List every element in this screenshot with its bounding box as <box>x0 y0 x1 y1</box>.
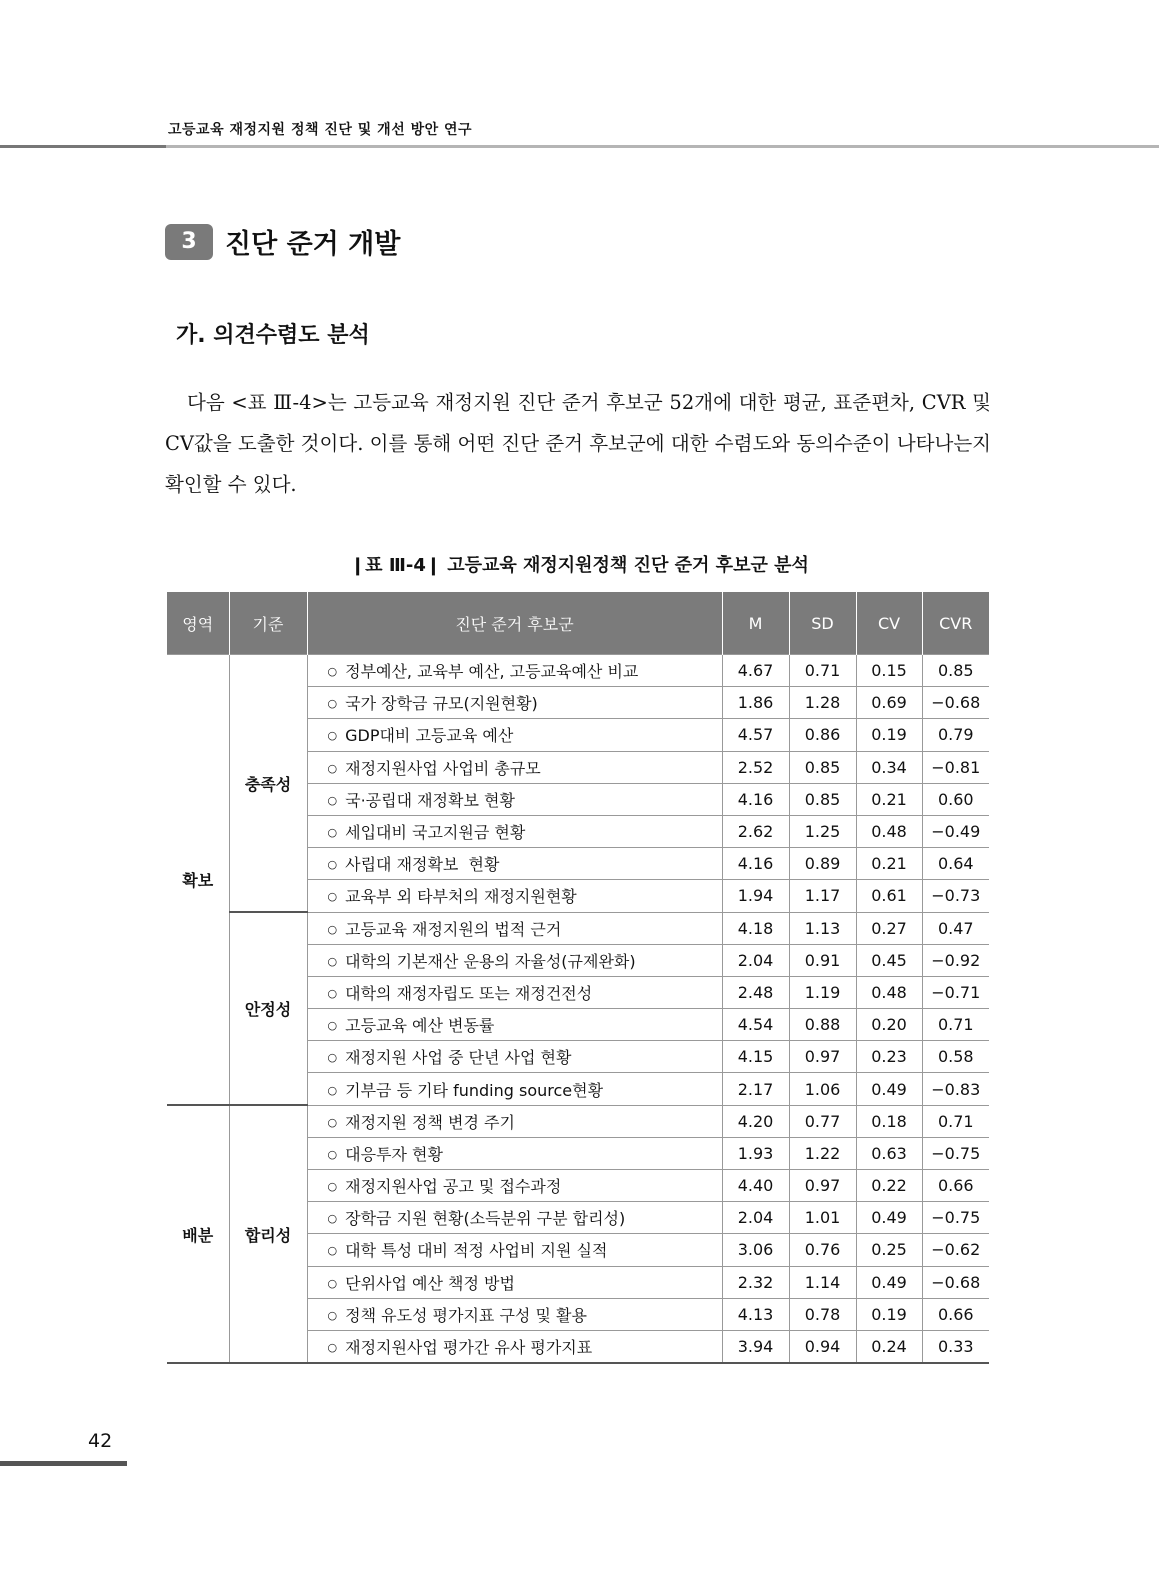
cvr-cell: 0.47 <box>922 912 989 944</box>
sd-cell: 0.88 <box>789 1009 856 1041</box>
candidate-text: 재정지원 사업 중 단년 사업 현황 <box>345 1048 572 1068</box>
cv-cell: 0.23 <box>856 1041 922 1073</box>
cvr-cell: 0.71 <box>922 1009 989 1041</box>
m-cell: 2.62 <box>722 815 789 847</box>
bullet-icon: ○ <box>327 954 338 968</box>
cv-cell: 0.61 <box>856 880 922 912</box>
m-cell: 2.32 <box>722 1266 789 1298</box>
sd-cell: 1.28 <box>789 687 856 719</box>
header-rule-accent <box>0 145 166 148</box>
sd-cell: 0.71 <box>789 655 856 687</box>
sd-cell: 1.19 <box>789 976 856 1008</box>
cv-cell: 0.18 <box>856 1105 922 1137</box>
cvr-cell: −0.71 <box>922 976 989 1008</box>
candidate-cell <box>307 1234 722 1266</box>
m-cell: 2.48 <box>722 976 789 1008</box>
criterion-cell: 합리성 <box>229 1105 307 1363</box>
bullet-icon: ○ <box>327 697 338 711</box>
m-cell: 4.13 <box>722 1298 789 1330</box>
candidate-cell <box>307 1330 722 1363</box>
analysis-table <box>167 592 989 1364</box>
bullet-icon: ○ <box>327 761 338 775</box>
table-row <box>167 655 989 687</box>
candidate-text: 기부금 등 기타 funding source현황 <box>345 1080 604 1100</box>
cv-cell: 0.49 <box>856 1073 922 1105</box>
domain-cell: 확보 <box>167 655 229 1106</box>
cv-cell: 0.19 <box>856 1298 922 1330</box>
criterion-cell: 충족성 <box>229 655 307 913</box>
table-row <box>167 1105 989 1137</box>
body-paragraph: 다음 <표 Ⅲ-4>는 고등교육 재정지원 진단 준거 후보군 52개에 대한 평균, 표준편차, CVR 및 CV값을 도출한 것이다. 이를 통해 어떤 진단 준거 후보군에 대한 수렴도와 동의수준이 나타나는지 확인할 수 있다. <box>165 391 991 496</box>
candidate-cell <box>307 1170 722 1202</box>
candidate-cell <box>307 1073 722 1105</box>
cvr-cell: 0.71 <box>922 1105 989 1137</box>
cvr-cell: 0.33 <box>922 1330 989 1363</box>
bullet-icon: ○ <box>327 1147 338 1161</box>
cvr-cell: 0.66 <box>922 1170 989 1202</box>
candidate-text: 교육부 외 타부처의 재정지원현황 <box>345 887 577 907</box>
candidate-cell <box>307 1105 722 1137</box>
candidate-cell <box>307 751 722 783</box>
sd-cell: 0.86 <box>789 719 856 751</box>
domain-cell: 배분 <box>167 1105 229 1363</box>
candidate-text: 재정지원사업 공고 및 접수과정 <box>345 1177 562 1197</box>
criterion-cell: 안정성 <box>229 912 307 1105</box>
candidate-cell <box>307 976 722 1008</box>
candidate-cell <box>307 1202 722 1234</box>
candidate-cell <box>307 655 722 687</box>
m-cell: 3.06 <box>722 1234 789 1266</box>
candidate-text: 세입대비 국고지원금 현황 <box>345 823 526 843</box>
bullet-icon: ○ <box>327 1212 338 1226</box>
candidate-text: 국·공립대 재정확보 현황 <box>345 790 515 810</box>
bullet-icon: ○ <box>327 1341 338 1355</box>
header-domain: 영역 <box>167 592 229 655</box>
cvr-cell: 0.64 <box>922 848 989 880</box>
page-number: 42 <box>88 1430 113 1452</box>
bullet-icon: ○ <box>327 1051 338 1065</box>
sd-cell: 0.91 <box>789 944 856 976</box>
candidate-cell <box>307 912 722 944</box>
m-cell: 4.54 <box>722 1009 789 1041</box>
candidate-text: 재정지원 정책 변경 주기 <box>345 1112 515 1132</box>
sd-cell: 1.22 <box>789 1137 856 1169</box>
bullet-icon: ○ <box>327 1308 338 1322</box>
cv-cell: 0.48 <box>856 815 922 847</box>
cvr-cell: −0.68 <box>922 687 989 719</box>
m-cell: 4.16 <box>722 848 789 880</box>
candidate-text: 사립대 재정확보 현황 <box>345 855 500 875</box>
cv-cell: 0.15 <box>856 655 922 687</box>
m-cell: 4.67 <box>722 655 789 687</box>
candidate-cell <box>307 944 722 976</box>
candidate-cell <box>307 880 722 912</box>
cvr-cell: 0.85 <box>922 655 989 687</box>
cv-cell: 0.24 <box>856 1330 922 1363</box>
cvr-cell: −0.75 <box>922 1202 989 1234</box>
cv-cell: 0.22 <box>856 1170 922 1202</box>
sd-cell: 1.13 <box>789 912 856 944</box>
candidate-text: 대응투자 현황 <box>345 1144 443 1164</box>
sd-cell: 0.85 <box>789 783 856 815</box>
m-cell: 4.40 <box>722 1170 789 1202</box>
candidate-text: 재정지원사업 사업비 총규모 <box>345 758 541 778</box>
header-candidate: 진단 준거 후보군 <box>307 592 722 655</box>
header-m: M <box>722 592 789 655</box>
section-title: 진단 준거 개발 <box>225 229 401 260</box>
table-caption: ❙표 Ⅲ-4❙ 고등교육 재정지원정책 진단 준거 후보군 분석 <box>350 555 809 576</box>
candidate-cell <box>307 719 722 751</box>
sd-cell: 1.25 <box>789 815 856 847</box>
cvr-cell: 0.79 <box>922 719 989 751</box>
cvr-cell: −0.75 <box>922 1137 989 1169</box>
header-cv: CV <box>856 592 922 655</box>
m-cell: 1.86 <box>722 687 789 719</box>
header-sd: SD <box>789 592 856 655</box>
sd-cell: 0.97 <box>789 1170 856 1202</box>
candidate-cell <box>307 1009 722 1041</box>
cvr-cell: −0.83 <box>922 1073 989 1105</box>
bullet-icon: ○ <box>327 1083 338 1097</box>
candidate-cell <box>307 783 722 815</box>
m-cell: 4.16 <box>722 783 789 815</box>
table-row <box>167 912 989 944</box>
sd-cell: 1.17 <box>789 880 856 912</box>
cvr-cell: 0.58 <box>922 1041 989 1073</box>
bullet-icon: ○ <box>327 826 338 840</box>
sd-cell: 0.78 <box>789 1298 856 1330</box>
sd-cell: 0.76 <box>789 1234 856 1266</box>
cvr-cell: −0.81 <box>922 751 989 783</box>
candidate-text: 장학금 지원 현황(소득분위 구분 합리성) <box>345 1209 626 1229</box>
running-head: 고등교육 재정지원 정책 진단 및 개선 방안 연구 <box>168 122 473 138</box>
cv-cell: 0.27 <box>856 912 922 944</box>
sd-cell: 0.94 <box>789 1330 856 1363</box>
m-cell: 2.04 <box>722 944 789 976</box>
cv-cell: 0.19 <box>856 719 922 751</box>
bullet-icon: ○ <box>327 890 338 904</box>
candidate-cell <box>307 815 722 847</box>
cv-cell: 0.69 <box>856 687 922 719</box>
header-cvr: CVR <box>922 592 989 655</box>
m-cell: 4.18 <box>722 912 789 944</box>
candidate-text: 대학 특성 대비 적정 사업비 지원 실적 <box>345 1241 608 1261</box>
m-cell: 1.93 <box>722 1137 789 1169</box>
cvr-cell: −0.92 <box>922 944 989 976</box>
bullet-icon: ○ <box>327 665 338 679</box>
cv-cell: 0.45 <box>856 944 922 976</box>
candidate-cell <box>307 1266 722 1298</box>
candidate-cell <box>307 848 722 880</box>
bullet-icon: ○ <box>327 1019 338 1033</box>
header-criterion: 기준 <box>229 592 307 655</box>
candidate-text: 대학의 재정자립도 또는 재정건전성 <box>345 983 593 1003</box>
candidate-cell <box>307 1298 722 1330</box>
candidate-cell <box>307 1041 722 1073</box>
cv-cell: 0.34 <box>856 751 922 783</box>
cvr-cell: −0.49 <box>922 815 989 847</box>
cvr-cell: −0.68 <box>922 1266 989 1298</box>
bullet-icon: ○ <box>327 986 338 1000</box>
sd-cell: 1.06 <box>789 1073 856 1105</box>
sd-cell: 0.85 <box>789 751 856 783</box>
candidate-text: 고등교육 예산 변동률 <box>345 1016 495 1036</box>
cvr-cell: 0.60 <box>922 783 989 815</box>
section-heading <box>165 222 400 261</box>
cv-cell: 0.48 <box>856 976 922 1008</box>
footer-rule <box>0 1461 127 1466</box>
m-cell: 2.52 <box>722 751 789 783</box>
header-rule <box>0 145 1159 148</box>
candidate-text: 국가 장학금 규모(지원현황) <box>345 694 538 714</box>
m-cell: 1.94 <box>722 880 789 912</box>
candidate-text: 정부예산, 교육부 예산, 고등교육예산 비교 <box>345 662 639 682</box>
cv-cell: 0.21 <box>856 783 922 815</box>
bullet-icon: ○ <box>327 729 338 743</box>
sd-cell: 0.77 <box>789 1105 856 1137</box>
cv-cell: 0.49 <box>856 1202 922 1234</box>
table-header-row <box>167 592 989 655</box>
sd-cell: 1.01 <box>789 1202 856 1234</box>
m-cell: 2.04 <box>722 1202 789 1234</box>
cv-cell: 0.21 <box>856 848 922 880</box>
cv-cell: 0.20 <box>856 1009 922 1041</box>
candidate-cell <box>307 1137 722 1169</box>
sd-cell: 0.89 <box>789 848 856 880</box>
bullet-icon: ○ <box>327 922 338 936</box>
cv-cell: 0.63 <box>856 1137 922 1169</box>
m-cell: 4.20 <box>722 1105 789 1137</box>
cvr-cell: −0.62 <box>922 1234 989 1266</box>
cvr-cell: −0.73 <box>922 880 989 912</box>
bullet-icon: ○ <box>327 1276 338 1290</box>
bullet-icon: ○ <box>327 858 338 872</box>
candidate-cell <box>307 687 722 719</box>
bullet-icon: ○ <box>327 1115 338 1129</box>
section-number-badge: 3 <box>165 224 213 260</box>
candidate-text: GDP대비 고등교육 예산 <box>345 726 514 746</box>
candidate-text: 단위사업 예산 책정 방법 <box>345 1273 515 1293</box>
cv-cell: 0.25 <box>856 1234 922 1266</box>
sd-cell: 1.14 <box>789 1266 856 1298</box>
cvr-cell: 0.66 <box>922 1298 989 1330</box>
m-cell: 4.15 <box>722 1041 789 1073</box>
m-cell: 4.57 <box>722 719 789 751</box>
subsection-title: 가. 의견수렴도 분석 <box>176 323 370 348</box>
candidate-text: 고등교육 재정지원의 법적 근거 <box>345 919 562 939</box>
bullet-icon: ○ <box>327 1180 338 1194</box>
candidate-text: 정책 유도성 평가지표 구성 및 활용 <box>345 1305 587 1325</box>
sd-cell: 0.97 <box>789 1041 856 1073</box>
candidate-text: 재정지원사업 평가간 유사 평가지표 <box>345 1338 593 1358</box>
m-cell: 2.17 <box>722 1073 789 1105</box>
cv-cell: 0.49 <box>856 1266 922 1298</box>
candidate-text: 대학의 기본재산 운용의 자율성(규제완화) <box>345 951 636 971</box>
m-cell: 3.94 <box>722 1330 789 1363</box>
bullet-icon: ○ <box>327 793 338 807</box>
bullet-icon: ○ <box>327 1244 338 1258</box>
